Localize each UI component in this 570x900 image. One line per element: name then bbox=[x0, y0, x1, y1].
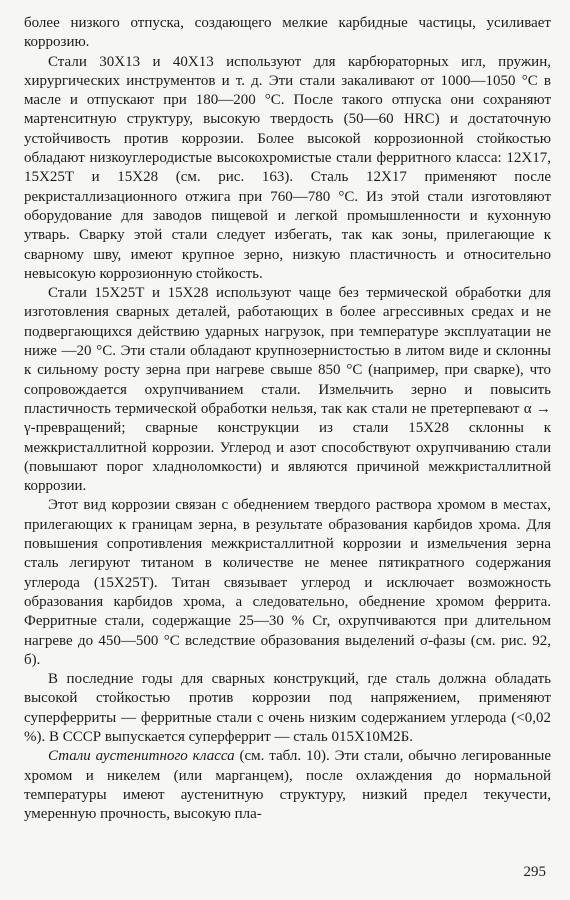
paragraph-3: Стали 15Х25Т и 15Х28 используют чаще без термической обработки для изготовления сварных деталей, работающих в более агрессивных средах и не подвергающихся действию ударных нагрузок, при температуре эксплуатации не ниже —20 °С. Эти стали обладают крупнозернистостью в литом виде и склонны к сильному росту зерна при нагреве свыше 850 °С (например, при сварке), что сопровождается охрупчиванием стали. Измельчить зерно и повысить пластичность термической обработки нельзя, так как стали не претерпевают α → γ-превращений; сварные конструкции из стали 15Х28 склонны к межкристаллитной коррозии. Углерод и азот способствуют охрупчиванию стали (повышают порог хладноломкости) и являются причиной межкристаллитной коррозии. bbox=[24, 285, 551, 495]
paragraph-4: Этот вид коррозии связан с обеднением твердого раствора хромом в местах, прилегающих к границам зерна, в результате образования карбидов хрома. Для повышения сопротивления межкристаллитной коррозии и измельчения зерна сталь легируют титаном в количестве не менее пятикратного содержания углерода (15Х25Т). Титан связывает углерод и исключает возможность образования карбидов хрома, а следовательно, обеднение хромом феррита. Ферритные стали, содержащие 25—30 % Cr, охрупчиваются при длительном нагреве до 450—500 °С вследствие образования выделений σ-фазы (см. рис. 92, б). bbox=[24, 497, 551, 668]
section-lead-italic: Стали аустенитного класса bbox=[48, 748, 235, 765]
body-text bbox=[24, 14, 551, 824]
paragraph-6-text: (см. табл. 10). Эти стали, обычно легированные хромом и никелем (или марганцем), после охлаждения до нормальной температуры имеют аустенитную структуру, низкий предел текучести, умеренную прочность, высокую пла- bbox=[24, 748, 551, 823]
paragraph-6 bbox=[24, 747, 551, 824]
paragraph-5: В последние годы для сварных конструкций, где сталь должна обладать высокой стойкостью против коррозии под напряжением, применяют суперферриты — ферритные стали с очень низким содержанием углерода (<0,02 %). В СССР выпускается суперферрит — сталь 015Х10М2Б. bbox=[24, 671, 551, 745]
paragraph-1: более низкого отпуска, создающего мелкие карбидные частицы, усиливает коррозию. bbox=[24, 15, 551, 51]
page-number: 295 bbox=[523, 864, 546, 880]
paragraph-2: Стали 30Х13 и 40Х13 используют для карбюраторных игл, пружин, хирургических инструментов и т. д. Эти стали закаливают от 1000—1050 °С в масле и отпускают при 180—200 °С. После такого отпуска они сохраняют мартенситную структуру, высокую твердость (50—60 HRC) и достаточную устойчивость против коррозии. Более высокой коррозионной стойкостью обладают низкоуглеродистые высокохромистые стали ферритного класса: 12Х17, 15Х25Т и 15Х28 (см. рис. 163). Сталь 12Х17 применяют после рекристаллизационного отжига при 760—780 °С. Из этой стали изготовляют оборудование для заводов пищевой и легкой промышленности и кухонную утварь. Сварку этой стали следует избегать, так как зоны, прилегающие к сварному шву, имеют крупное зерно, низкую пластичность и относительно невысокую коррозионную стойкость. bbox=[24, 53, 551, 282]
